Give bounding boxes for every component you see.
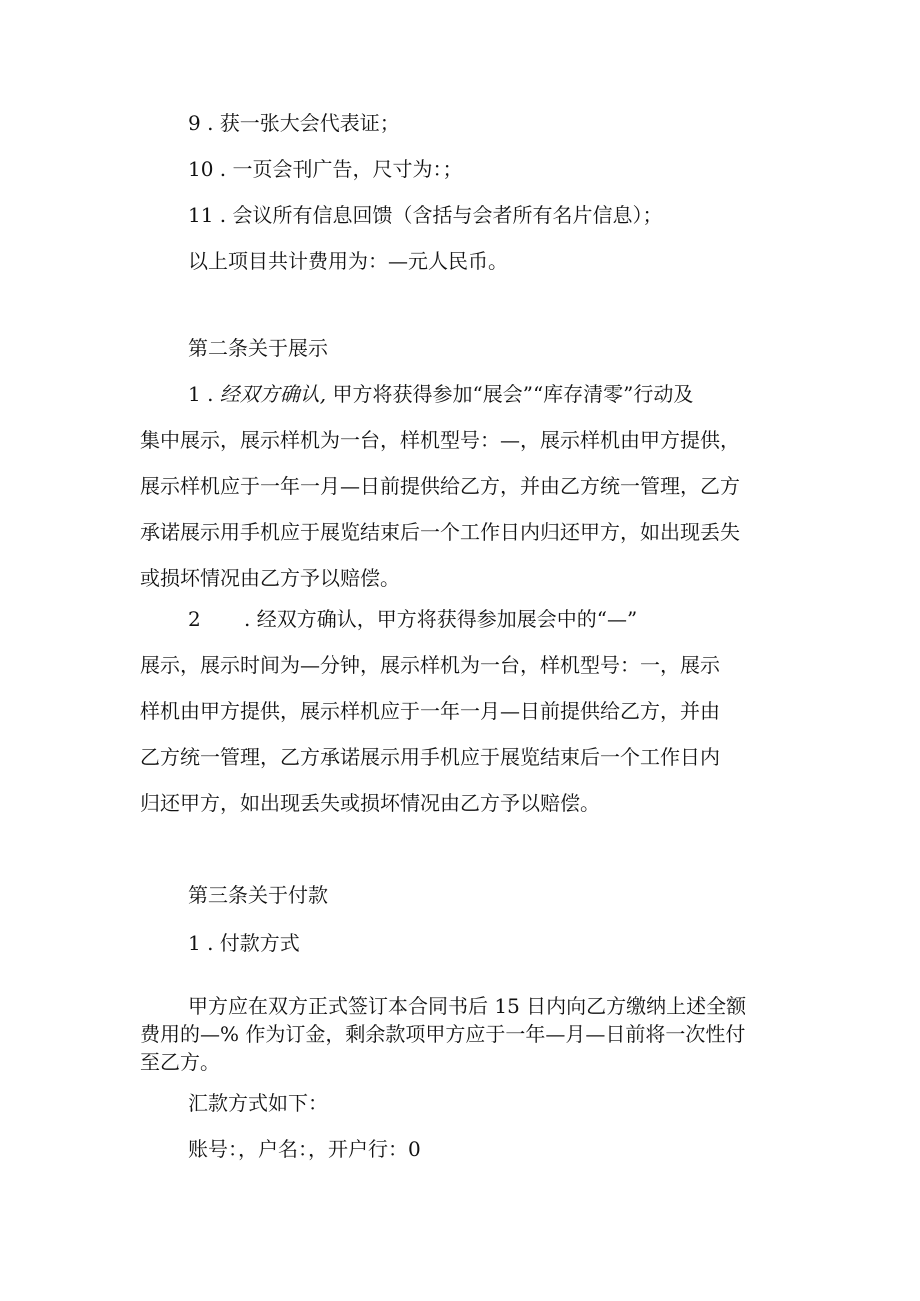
total-cost-line: 以上项目共计费用为：—元人民币。: [188, 249, 508, 273]
account-line: 账号：，户名：，开户行：0: [188, 1137, 421, 1161]
para-1-italic-lead: 经双方确认,: [219, 382, 327, 406]
para-2-number: 2: [188, 607, 201, 631]
para-1-number: 1 .: [188, 382, 220, 406]
article-2-para-1-line-1: [188, 381, 693, 407]
article-2-para-2-line-4: 乙方统一管理，乙方承诺展示用手机应于展览结束后一个工作日内: [140, 745, 720, 769]
article-2-para-2-line-1: [188, 606, 637, 632]
para-1-rest: 甲方将获得参加“展会”“库存清零”行动及: [326, 382, 694, 406]
article-2-para-1-line-2: 集中展示，展示样机为一台，样机型号：—，展示样机由甲方提供，: [140, 428, 740, 452]
article-2-para-1-line-4: 承诺展示用手机应于展览结束后一个工作日内归还甲方，如出现丢失: [140, 520, 740, 544]
article-2-para-1-line-3: 展示样机应于一年一月—日前提供给乙方，并由乙方统一管理，乙方: [140, 474, 740, 498]
item-9: 9 . 获一张大会代表证；: [188, 111, 400, 135]
para-2-first-text: . 经双方确认，甲方将获得参加展会中的“—”: [244, 607, 638, 631]
payment-para-line-2: 费用的—% 作为订金，剩余款项甲方应于一年—月—日前将一次性付: [140, 1022, 746, 1046]
article-3-heading: 第三条关于付款: [188, 883, 328, 907]
item-10: 10 . 一页会刊广告，尺寸为：；: [188, 157, 463, 181]
payment-para-line-3: 至乙方。: [140, 1050, 220, 1074]
payment-method-subheading: 1 . 付款方式: [188, 931, 300, 955]
article-2-para-2-line-3: 样机由甲方提供，展示样机应于一年一月—日前提供给乙方，并由: [140, 699, 720, 723]
item-11: 11 . 会议所有信息回馈（含括与会者所有名片信息）；: [188, 203, 663, 227]
article-2-para-2-line-2: 展示，展示时间为—分钟，展示样机为一台，样机型号：一，展示: [140, 653, 720, 677]
payment-para-line-1: 甲方应在双方正式签订本合同书后 15 日内向乙方缴纳上述全额: [188, 994, 747, 1018]
article-2-heading: 第二条关于展示: [188, 336, 328, 360]
remittance-label: 汇款方式如下：: [188, 1091, 328, 1115]
article-2-para-2-line-5: 归还甲方，如出现丢失或损坏情况由乙方予以赔偿。: [140, 791, 600, 815]
article-2-para-1-line-5: 或损坏情况由乙方予以赔偿。: [140, 566, 400, 590]
